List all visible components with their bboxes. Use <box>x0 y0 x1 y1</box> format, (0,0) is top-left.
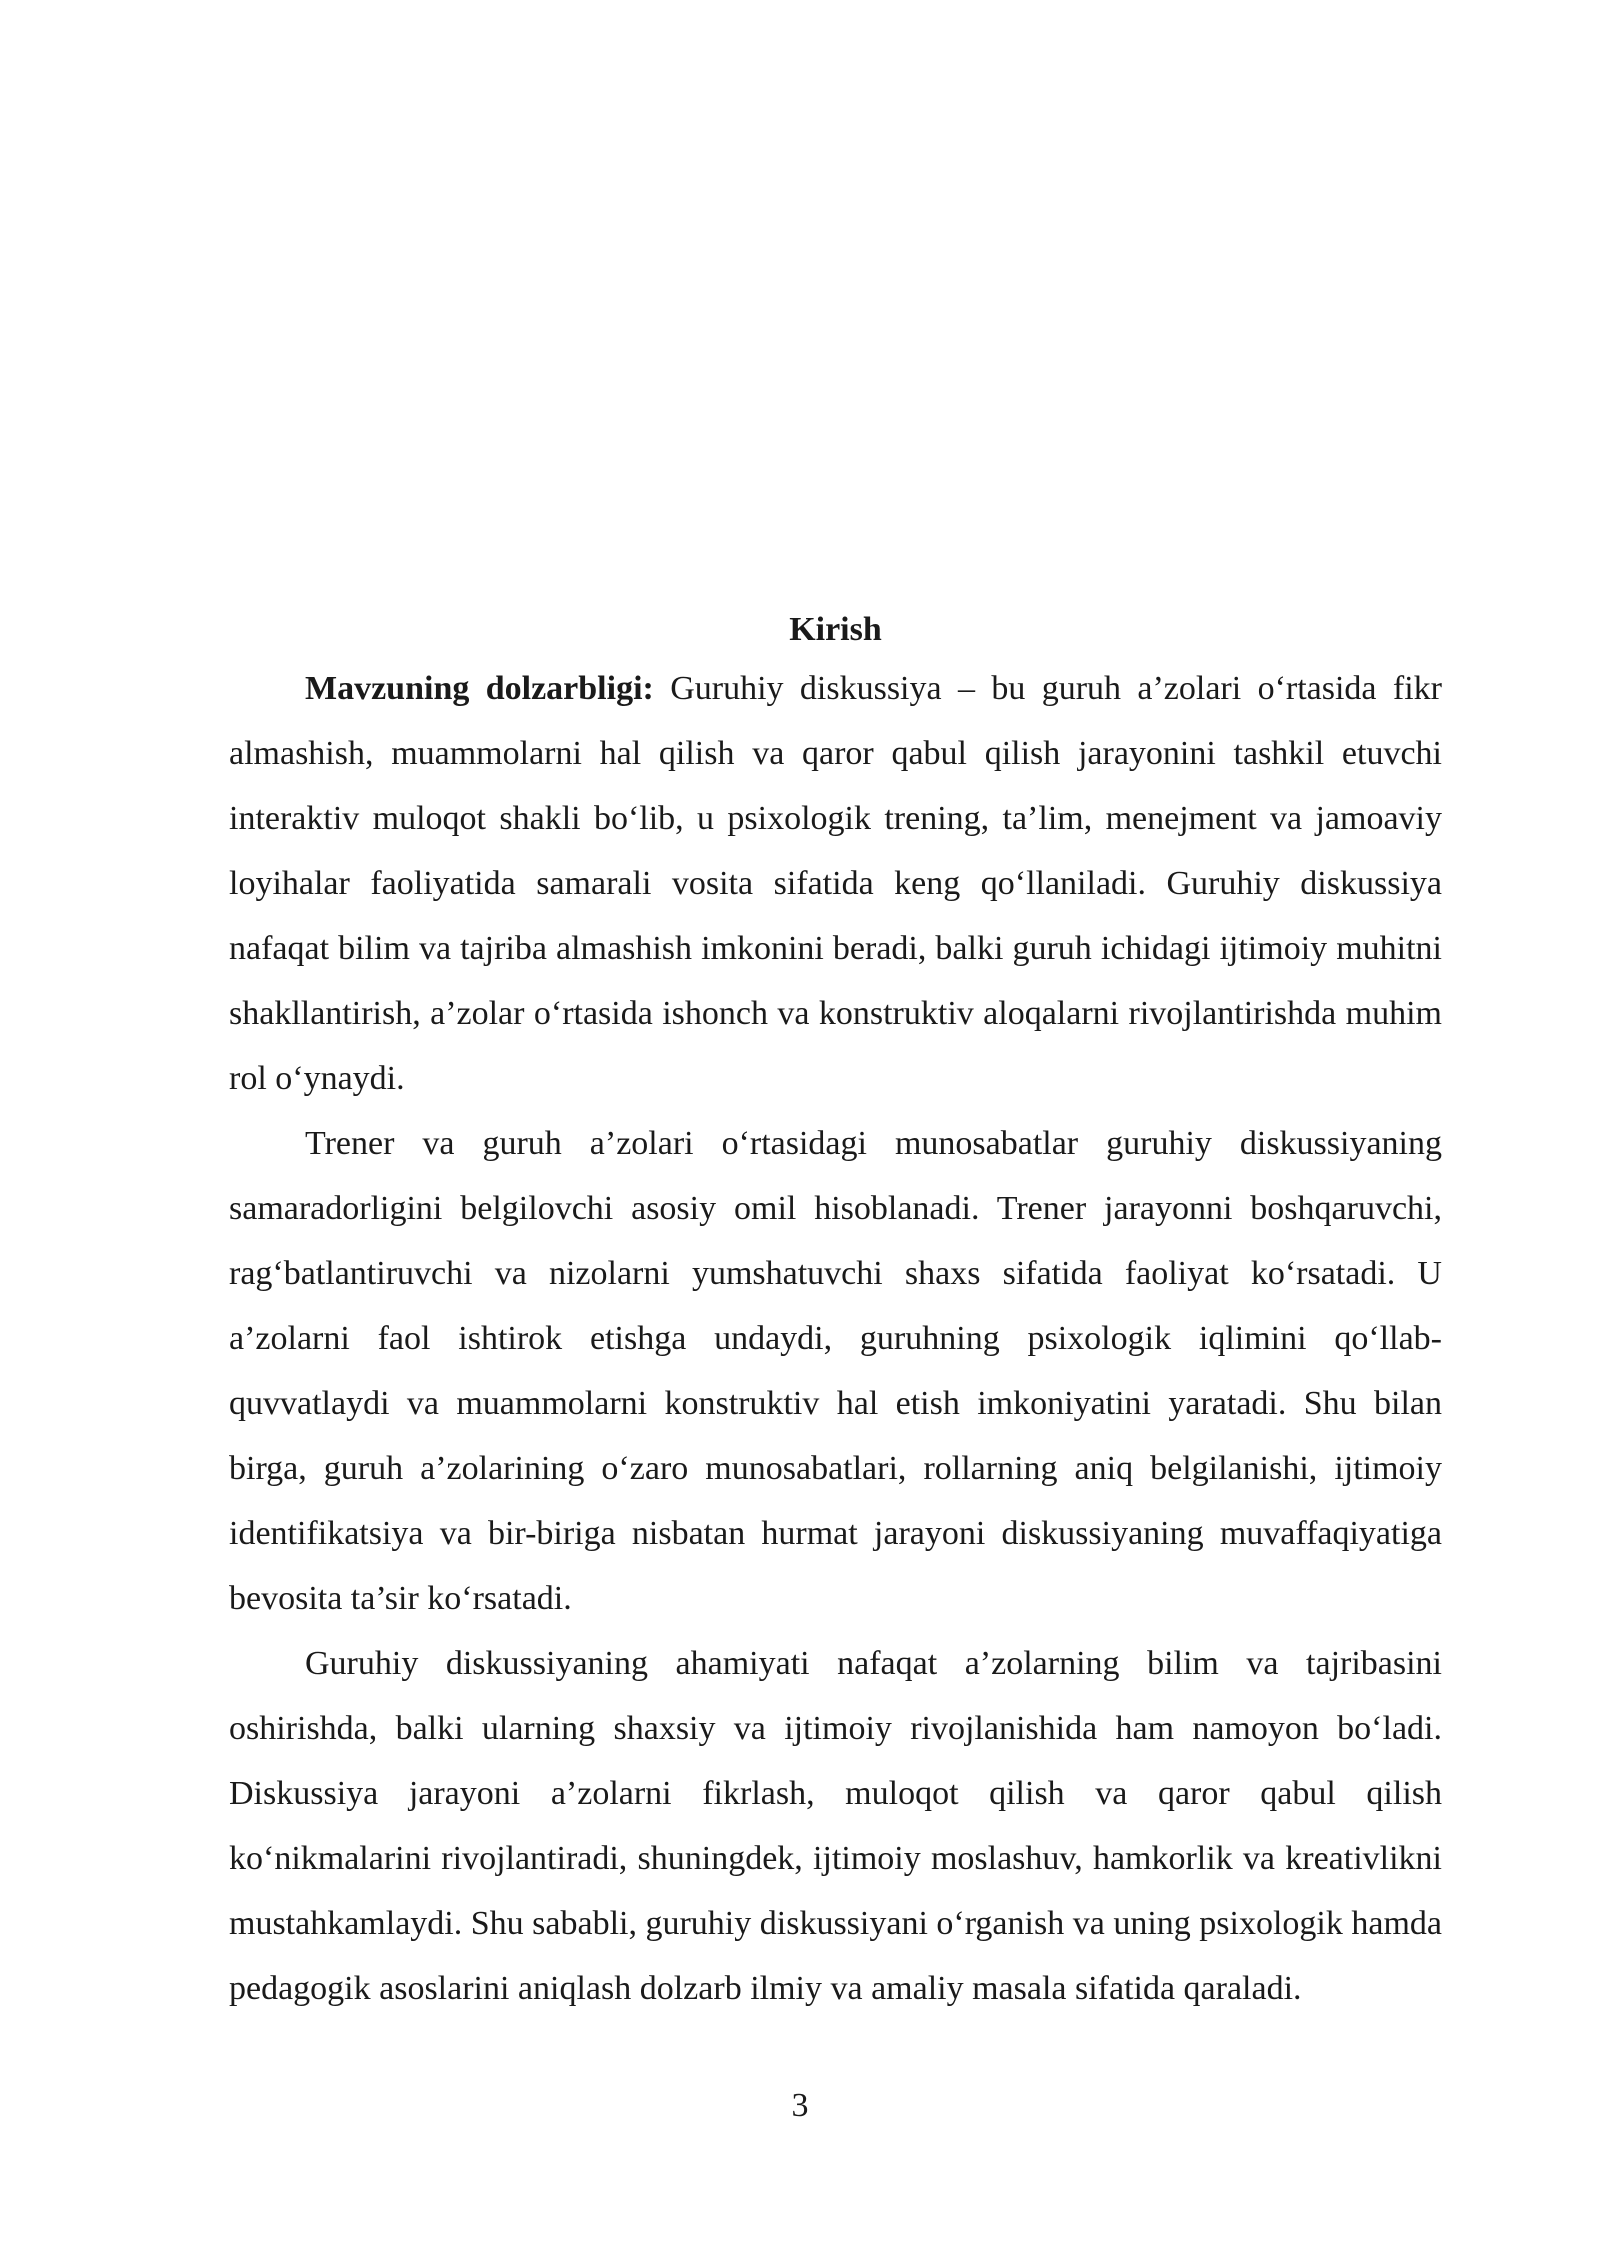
paragraph-3: Guruhiy diskussiyaning ahamiyati nafaqat a’zolarning bilim va tajribasini oshirishda, balki ularning shaxsiy va ijtimoiy rivojlanishida ham namoyon bo‘ladi. Diskussiya jarayoni a’zolarni fikrlash, muloqot qilish va qaror qabul qilish ko‘nikmalarini rivojlantiradi, shuningdek, ijtimoiy moslashuv, hamkorlik va kreativlikni mustahkamlaydi. Shu sababli, guruhiy diskussiyani o‘rganish va uning psixologik hamda pedagogik asoslarini aniqlash dolzarb ilmiy va amaliy masala sifatida qaraladi. <box>229 1645 1442 2007</box>
paragraph-lead: Mavzuning dolzarbligi: <box>305 670 654 707</box>
paragraph-1-text: Guruhiy diskussiya – bu guruh a’zolari o‘rtasida fikr almashish, muammolarni hal qilish va qaror qabul qilish jarayonini tashkil etuvchi interaktiv muloqot shakli bo‘lib, u psixologik trening, ta’lim, menejment va jamoaviy loyihalar faoliyatida samarali vosita sifatida keng qo‘llaniladi. Guruhiy diskussiya nafaqat bilim va tajriba almashish imkonini beradi, balki guruh ichidagi ijtimoiy muhitni shakllantirish, a’zolar o‘rtasida ishonch va konstruktiv aloqalarni rivojlantirishda muhim rol o‘ynaydi. <box>229 670 1442 1097</box>
page-content <box>229 604 1442 2021</box>
paragraph-2: Trener va guruh a’zolari o‘rtasidagi munosabatlar guruhiy diskussiyaning samaradorligini belgilovchi asosiy omil hisoblanadi. Trener jarayonni boshqaruvchi, rag‘batlantiruvchi va nizolarni yumshatuvchi shaxs sifatida faoliyat ko‘rsatadi. U a’zolarni faol ishtirok etishga undaydi, guruhning psixologik iqlimini qo‘llab-quvvatlaydi va muammolarni konstruktiv hal etish imkoniyatini yaratadi. Shu bilan birga, guruh a’zolarining o‘zaro munosabatlari, rollarning aniq belgilanishi, ijtimoiy identifikatsiya va bir-biriga nisbatan hurmat jarayoni diskussiyaning muvaffaqiyatiga bevosita ta’sir ko‘rsatadi. <box>229 1125 1442 1617</box>
section-heading: Kirish <box>789 611 882 648</box>
paragraph-1 <box>229 656 1442 1111</box>
page-number: 3 <box>791 2087 809 2124</box>
